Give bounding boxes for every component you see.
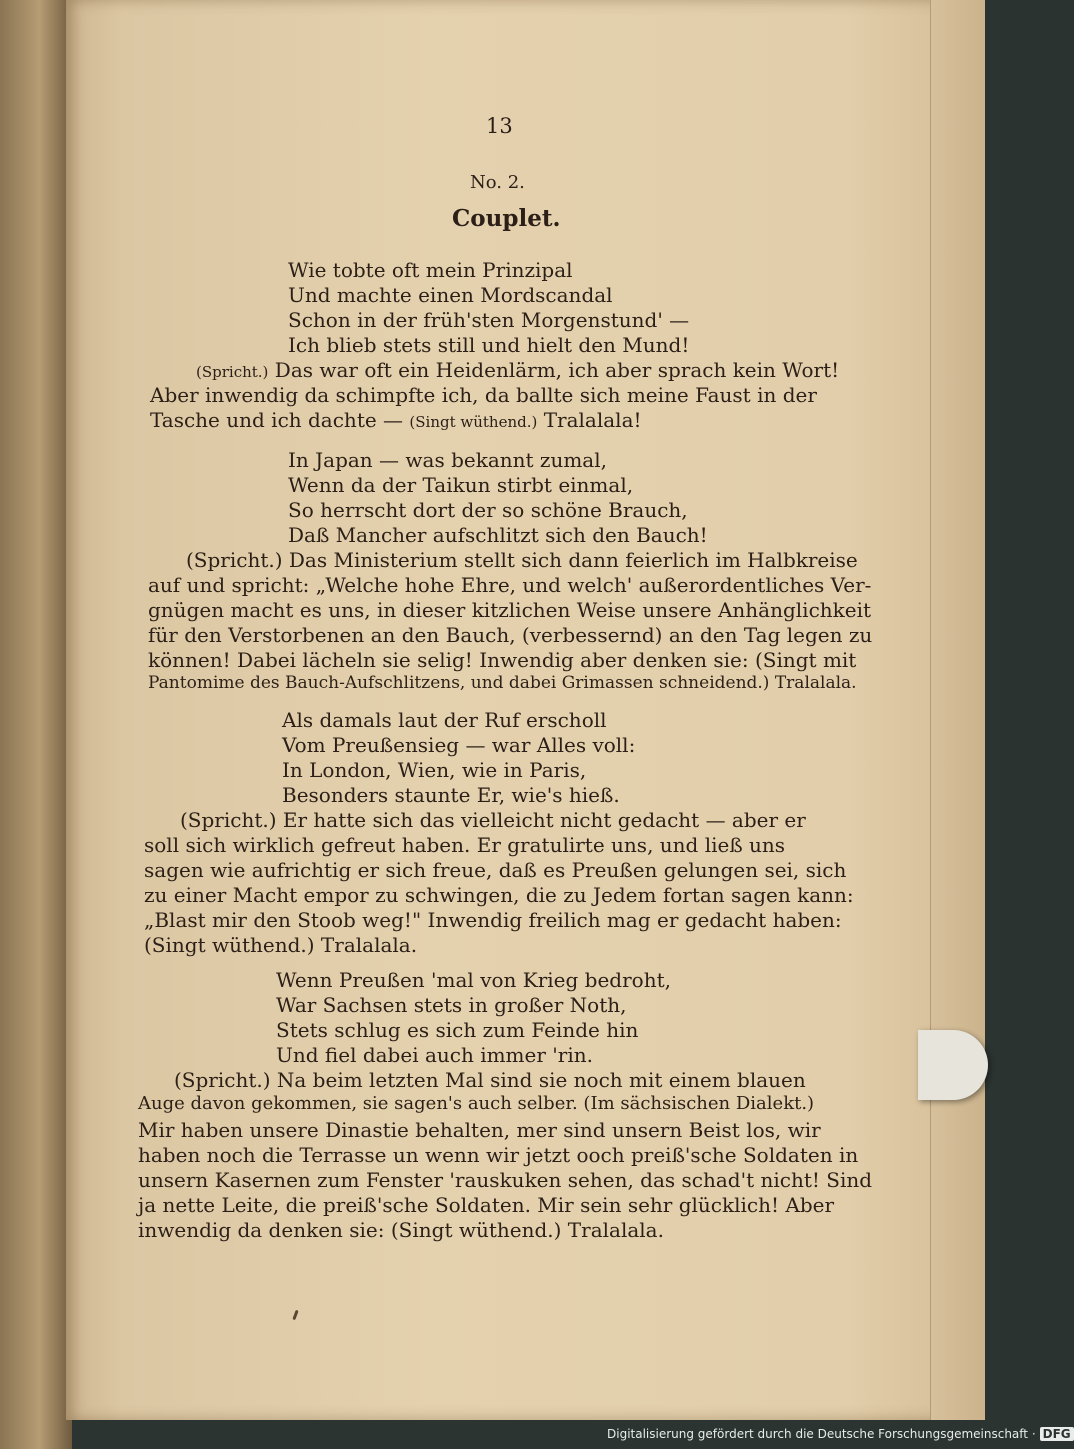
verse-line: Und fiel dabei auch immer 'rin. [276,1043,593,1067]
prose-line: können! Dabei lächeln sie selig! Inwendig aber denken sie: (Singt mit [148,648,857,672]
verse-line: War Sachsen stets in großer Noth, [276,993,627,1017]
prose-line: ja nette Leite, die preiß'sche Soldaten. Mir sein sehr glücklich! Aber [138,1193,835,1217]
piece-number: No. 2. [470,172,525,193]
prose-line: Pantomime des Bauch-Aufschlitzens, und dabei Grimassen schneidend.) Tralalala. [148,673,857,693]
digitization-credit: Digitalisierung gefördert durch die Deutsche Forschungsgemeinschaft · DFG [607,1427,1074,1441]
prose-line: (Singt wüthend.) Tralalala. [144,933,418,957]
prose-line: haben noch die Terrasse un wenn wir jetzt ooch preiß'sche Soldaten in [138,1143,859,1167]
verse-line: Daß Mancher aufschlitzt sich den Bauch! [288,523,708,547]
prose-line: (Spricht.) Na beim letzten Mal sind sie noch mit einem blauen [174,1068,806,1092]
verse-line: Und machte einen Mordscandal [288,283,613,307]
verse-line: Vom Preußensieg — war Alles voll: [282,733,636,757]
stage-direction: (Spricht.) [196,363,269,381]
dfg-logo: DFG [1040,1427,1074,1441]
verse-line: Wenn Preußen 'mal von Krieg bedroht, [276,968,671,992]
verse-line: Ich blieb stets still und hielt den Mund! [288,333,690,357]
prose-line: „Blast mir den Stoob weg!" Inwendig freilich mag er gedacht haben: [144,908,842,932]
prose-line: zu einer Macht empor zu schwingen, die zu Jedem fortan sagen kann: [144,883,854,907]
bookmark-tab [918,1030,988,1100]
verse-line: In London, Wien, wie in Paris, [282,758,587,782]
prose-line: soll sich wirklich gefreut haben. Er gratulirte uns, und ließ uns [144,833,786,857]
verse-line: Als damals laut der Ruf erscholl [282,708,607,732]
prose-line: sagen wie aufrichtig er sich freue, daß es Preußen gelungen sei, sich [144,858,847,882]
page-stack-edge [930,0,985,1420]
verse-line: In Japan — was bekannt zumal, [288,448,607,472]
stage-direction: (Singt wüthend.) [409,413,538,431]
facing-page-edge [0,0,72,1449]
prose-line: (Spricht.) Er hatte sich das vielleicht nicht gedacht — aber er [180,808,806,832]
prose-line: auf und spricht: „Welche hohe Ehre, und welch' außerordentliches Ver- [148,573,872,597]
piece-title: Couplet. [452,205,561,232]
prose-line: Auge davon gekommen, sie sagen's auch selber. (Im sächsischen Dialekt.) [138,1093,815,1114]
verse-line: Wenn da der Taikun stirbt einmal, [288,473,634,497]
verse-line: Wie tobte oft mein Prinzipal [288,258,573,282]
prose-line: (Spricht.) Das Ministerium stellt sich dann feierlich im Halbkreise [186,548,858,572]
verse-line: So herrscht dort der so schöne Brauch, [288,498,688,522]
prose-line: Tasche und ich dachte — (Singt wüthend.) Tralalala! [150,408,642,432]
prose-line: (Spricht.) Das war oft ein Heidenlärm, ich aber sprach kein Wort! [196,358,840,382]
prose-line: für den Verstorbenen an den Bauch, (verbessernd) an den Tag legen zu [148,623,873,647]
verse-line: Schon in der früh'sten Morgenstund' — [288,308,690,332]
prose-line: Aber inwendig da schimpfte ich, da ballte sich meine Faust in der [150,383,817,407]
prose-line: inwendig da denken sie: (Singt wüthend.) Tralalala. [138,1218,664,1242]
prose-line: Mir haben unsere Dinastie behalten, mer sind unsern Beist los, wir [138,1118,821,1142]
verse-line: Besonders staunte Er, wie's hieß. [282,783,620,807]
prose-line: gnügen macht es uns, in dieser kitzlichen Weise unsere Anhänglichkeit [148,598,872,622]
verse-line: Stets schlug es sich zum Feinde hin [276,1018,639,1042]
prose-line: unsern Kasernen zum Fenster 'rauskuken sehen, das schad't nicht! Sind [138,1168,873,1192]
page-number: 13 [486,114,513,138]
